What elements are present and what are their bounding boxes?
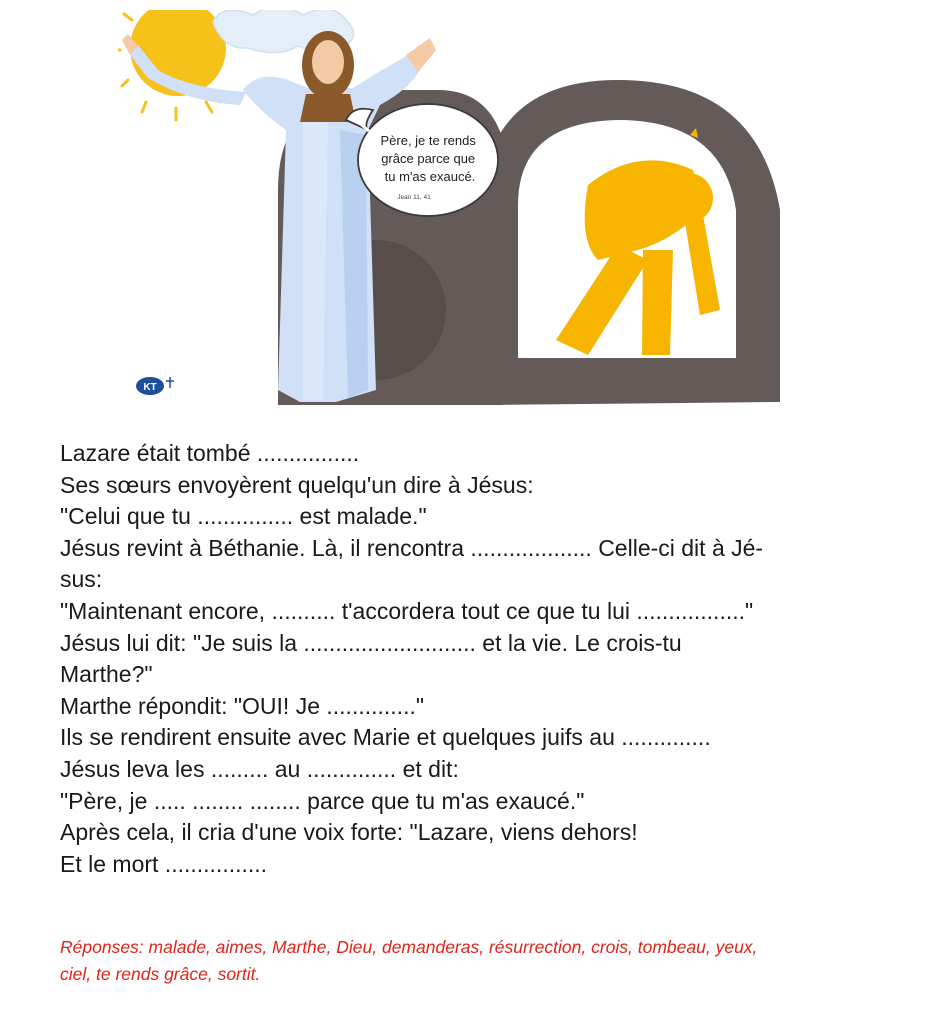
illustration	[118, 10, 788, 410]
sun	[118, 10, 226, 120]
text-line: Marthe répondit: "OUI! Je .............."	[60, 692, 425, 719]
answers-line-1: Réponses: malade, aimes, Marthe, Dieu, demanderas, résurrection, crois, tombeau, yeux,	[60, 937, 758, 957]
text-line: Lazare était tombé ................	[60, 440, 360, 466]
speech-line-1: Père, je te rends	[380, 133, 476, 148]
fill-in-text	[60, 438, 880, 880]
text-line: Jésus leva les ......... au .............. et dit:	[60, 755, 459, 782]
answers-line-2: ciel, te rends grâce, sortit.	[60, 964, 261, 984]
text-line: sus:	[60, 566, 103, 593]
speech-reference: Jean 11, 41	[397, 194, 431, 201]
text-line: "Maintenant encore, .......... t'accordera tout ce que tu lui ................."	[60, 597, 754, 624]
text-line: Ses sœurs envoyèrent quelqu'un dire à Jésus:	[60, 471, 534, 498]
answers-section	[60, 934, 880, 988]
kt-logo	[136, 377, 174, 395]
svg-text:Père, je te rends grâce	[380, 133, 479, 184]
text-line: Marthe?"	[60, 661, 153, 688]
speech-line-3: tu m'as exaucé.	[384, 169, 476, 184]
text-line: Jésus revint à Béthanie. Là, il rencontra ................... Celle-ci dit à Jé-	[60, 534, 764, 561]
text-line: Et le mort ................	[60, 850, 268, 877]
text-line: "Père, je ..... ........ ........ parce que tu m'as exaucé."	[60, 787, 585, 814]
text-line: "Celui que tu ............... est malade."	[60, 503, 427, 530]
text-line: Après cela, il cria d'une voix forte: "Lazare, viens dehors!	[60, 819, 638, 846]
text-line: Jésus lui dit: "Je suis la ........................... et la vie. Le crois-tu	[60, 629, 682, 656]
kt-logo-text: KT	[143, 382, 157, 393]
speech-line-2: grâce parce que	[381, 151, 476, 166]
text-line: Ils se rendirent ensuite avec Marie et quelques juifs au ..............	[60, 724, 711, 751]
